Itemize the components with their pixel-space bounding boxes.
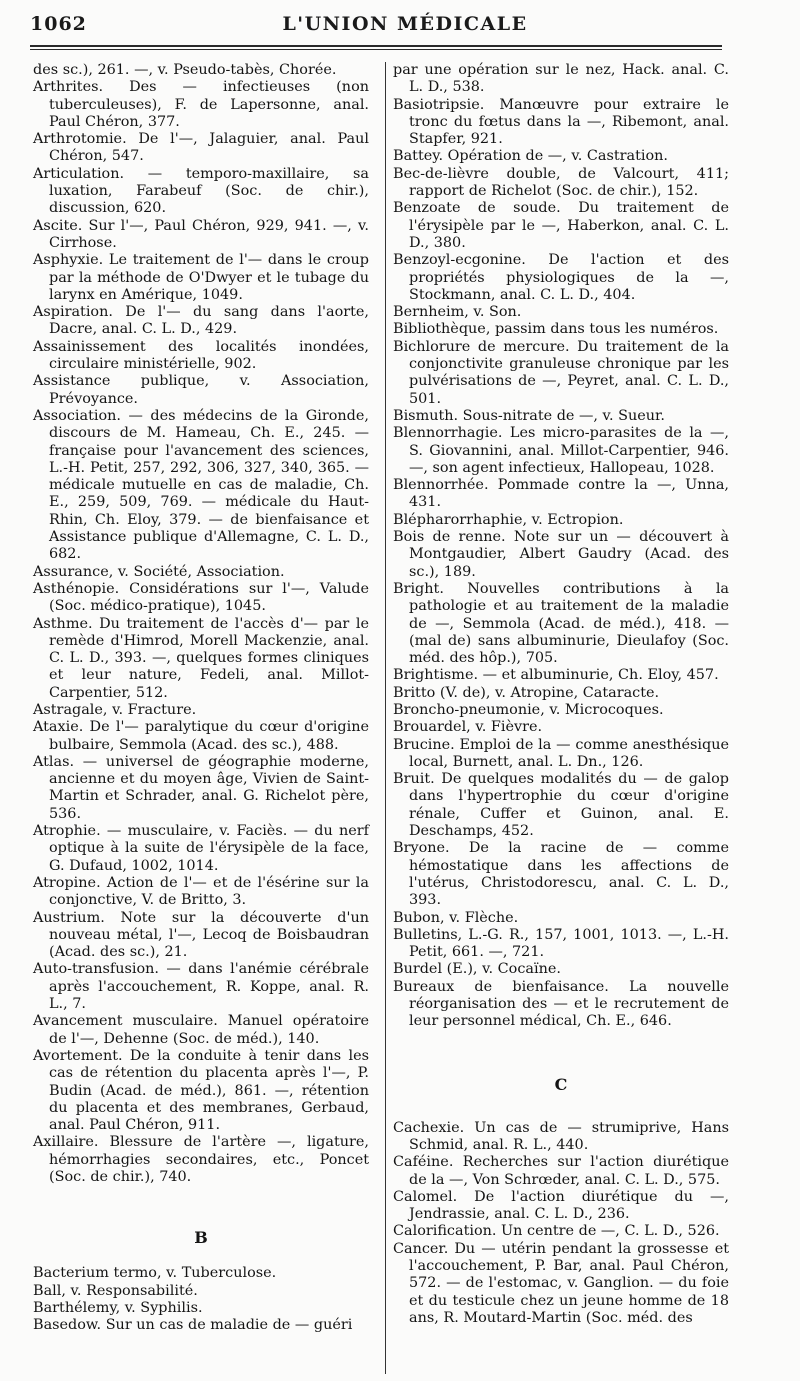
index-entry: Bacterium termo, v. Tuberculose. [33,1265,277,1282]
index-entry: Caféine. Recherches sur l'action diurétique de la —, Von Schrœder, anal. C. L. D., 575. [393,1154,729,1188]
index-entry: Bernheim, v. Son. [393,304,522,321]
index-entry: Benzoate de soude. Du traitement de l'érysipèle par le —, Haberkon, anal. C. L. D., 380. [393,200,729,251]
index-entry: Bois de renne. Note sur un — découvert à Montgaudier, Albert Gaudry (Acad. des sc.), 189. [393,529,729,580]
left-entries-b [33,1265,369,1334]
index-entry: Calorification. Un centre de —, C. L. D., 526. [393,1223,720,1240]
index-entry: Bulletins, L.-G. R., 157, 1001, 1013. —, L.-H. Petit, 661. —, 721. [393,926,729,961]
index-entry: Bec-de-lièvre double, de Valcourt, 411; rapport de Richelot (Soc. de chir.), 152. [393,165,729,200]
index-entry: Calomel. De l'action diurétique du —, Jendrassie, anal. C. L. D., 236. [393,1188,729,1223]
section-letter-c: C [554,1074,568,1094]
right-entries-b [393,62,729,1031]
index-entry: Asthme. Du traitement de l'accès d'— par le remède d'Himrod, Morell Mackenzie, anal. C. L. D., 393. —, quelques formes cliniques et leur nature, Fedeli, anal. Millot-Carpentier, 512. [33,615,369,701]
index-entry: Bubon, v. Flèche. [393,909,519,926]
index-entry: Asthénopie. Considérations sur l'—, Valude (Soc. médico-pratique), 1045. [33,580,369,615]
index-entry: Bryone. De la racine de — comme hémostatique dans les affections de l'utérus, Christodorescu, anal. C. L. D., 393. [393,840,729,909]
index-entry: Barthélemy, v. Syphilis. [33,1299,203,1316]
index-entry: Atrophie. — musculaire, v. Faciès. — du nerf optique à la suite de l'érysipèle de la face, G. Dufaud, 1002, 1014. [33,823,369,874]
index-entry: Broncho-pneumonie, v. Microcoques. [393,701,664,718]
index-entry: Assistance publique, v. Association, Prévoyance. [33,373,369,407]
index-entry: Assurance, v. Société, Association. [33,563,285,580]
index-entry: Bismuth. Sous-nitrate de —, v. Sueur. [393,407,665,424]
right-entries-c [393,1120,729,1328]
index-entry: Burdel (E.), v. Cocaïne. [393,961,561,978]
index-entry: Austrium. Note sur la découverte d'un nouveau métal, l'—, Lecoq de Boisbaudran (Acad. des sc.), 21. [33,909,369,961]
header-rule-thin [30,49,722,50]
page-number: 1062 [30,13,87,35]
index-entry: Aspiration. De l'— du sang dans l'aorte, Dacre, anal. C. L. D., 429. [33,304,369,338]
index-entry: Blennorrhée. Pommade contre la —, Unna, 431. [393,477,729,511]
index-entry: par une opération sur le nez, Hack. anal. C. L. D., 538. [393,62,729,96]
index-entry: Articulation. — temporo-maxillaire, sa luxation, Farabeuf (Soc. de chir.), discussion, 620. [33,165,369,217]
index-entry: Brightisme. — et albuminurie, Ch. Eloy, 457. [393,667,719,684]
left-column [33,62,369,1334]
index-entry: Bruit. De quelques modalités du — de galop dans l'hypertrophie du cœur d'origine rénale, Cuffer et Guinon, anal. E. Deschamps, 452. [393,771,729,840]
index-entry: Avortement. De la conduite à tenir dans les cas de rétention du placenta après l'—, P. Budin (Acad. de méd.), 861. —, rétention du placenta et des membranes, Gerbaud, anal. Paul Chéron, 911. [33,1047,369,1134]
index-entry: Auto-transfusion. — dans l'anémie cérébrale après l'accouchement, R. Koppe, anal. R. L., 7. [33,961,369,1013]
index-entry: Blennorrhagie. Les micro-parasites de la —, S. Giovannini, anal. Millot-Carpentier, 946. —, son agent infectieux, Hallopeau, 1028. [393,425,729,476]
index-entry: Atlas. — universel de géographie moderne, ancienne et du moyen âge, Vivien de Saint-Martin et Schrader, anal. G. Richelot père, 536. [33,753,369,822]
index-entry: Britto (V. de), v. Atropine, Cataracte. [393,684,660,701]
index-entry: Atropine. Action de l'— et de l'ésérine sur la conjonctive, V. de Britto, 3. [33,874,369,909]
index-entry: Basiotripsie. Manœuvre pour extraire le tronc du fœtus dans la —, Ribemont, anal. Stapfer, 921. [393,96,729,148]
index-entry: Battey. Opération de —, v. Castration. [393,148,669,165]
index-entry: Bureaux de bienfaisance. La nouvelle réorganisation des — et le recrutement de leur personnel médical, Ch. E., 646. [393,978,729,1030]
index-entry: Arthrotomie. De l'—, Jalaguier, anal. Paul Chéron, 547. [33,131,369,165]
index-entry: Ascite. Sur l'—, Paul Chéron, 929, 941. —, v. Cirrhose. [33,217,369,251]
index-entry: Cachexie. Un cas de — strumiprive, Hans Schmid, anal. R. L., 440. [393,1119,729,1153]
header-rule-thick [30,45,722,47]
index-entry: des sc.), 261. —, v. Pseudo-tabès, Chorée. [33,62,337,78]
index-entry: Arthrites. Des — infectieuses (non tuberculeuses), F. de Lapersonne, anal. Paul Chéron, 377. [33,79,369,130]
index-entry: Ball, v. Responsabilité. [33,1282,198,1299]
left-entries-a [33,62,369,1186]
running-title: L'UNION MÉDICALE [282,13,528,35]
index-entry: Cancer. Du — utérin pendant la grossesse et l'accouchement, P. Bar, anal. Paul Chéron, 572. — de l'estomac, v. Ganglion. — du foie et du testicule chez un jeune homme de 18 ans, R. Moutard-Martin (Soc. méd. des [393,1240,729,1326]
index-entry: Avancement musculaire. Manuel opératoire de l'—, Dehenne (Soc. de méd.), 140. [33,1013,369,1047]
index-entry: Astragale, v. Fracture. [33,701,197,718]
index-entry: Axillaire. Blessure de l'artère —, ligature, hémorrhagies secondaires, etc., Poncet (Soc. de chir.), 740. [33,1134,369,1185]
index-entry: Asphyxie. Le traitement de l'— dans le croup par la méthode de O'Dwyer et le tubage du larynx en Amérique, 1049. [33,252,369,303]
column-divider [385,62,386,1374]
index-entry: Bibliothèque, passim dans tous les numéros. [393,321,719,338]
index-entry: Bright. Nouvelles contributions à la pathologie et au traitement de la maladie de —, Semmola (Acad. de méd.), 418. — (mal de) sans albuminurie, Dieulafoy (Soc. méd. des hôp.), 705. [393,580,729,667]
index-entry: Blépharorrhaphie, v. Ectropion. [393,511,624,528]
right-column [393,62,729,1327]
index-entry: Benzoyl-ecgonine. De l'action et des propriétés physiologiques de la —, Stockmann, anal. C. L. D., 404. [393,252,729,303]
section-letter-b: B [194,1228,208,1248]
index-entry: Basedow. Sur un cas de maladie de — guéri [33,1317,353,1334]
index-entry: Brucine. Emploi de la — comme anesthésique local, Burnett, anal. L. Dn., 126. [393,736,729,770]
index-entry: Bichlorure de mercure. Du traitement de la conjonctivite granuleuse chronique par les pulvérisations de —, Peyret, anal. C. L. D., 501. [393,338,729,407]
page-header [30,10,780,40]
index-entry: Association. — des médecins de la Gironde, discours de M. Hameau, Ch. E., 245. — française pour l'avancement des sciences, L.-H. Petit, 257, 292, 306, 327, 340, 365. — médicale mutuelle en cas de maladie, Ch. E., 259, 509, 769. — médicale du Haut-Rhin, Ch. Eloy, 379. — de bienfaisance et Assistance publique d'Allemagne, C. L. D., 682. [33,407,369,563]
index-entry: Ataxie. De l'— paralytique du cœur d'origine bulbaire, Semmola (Acad. des sc.), 488. [33,719,369,753]
index-entry: Brouardel, v. Fièvre. [393,719,543,736]
index-entry: Assainissement des localités inondées, circulaire ministérielle, 902. [33,338,369,373]
